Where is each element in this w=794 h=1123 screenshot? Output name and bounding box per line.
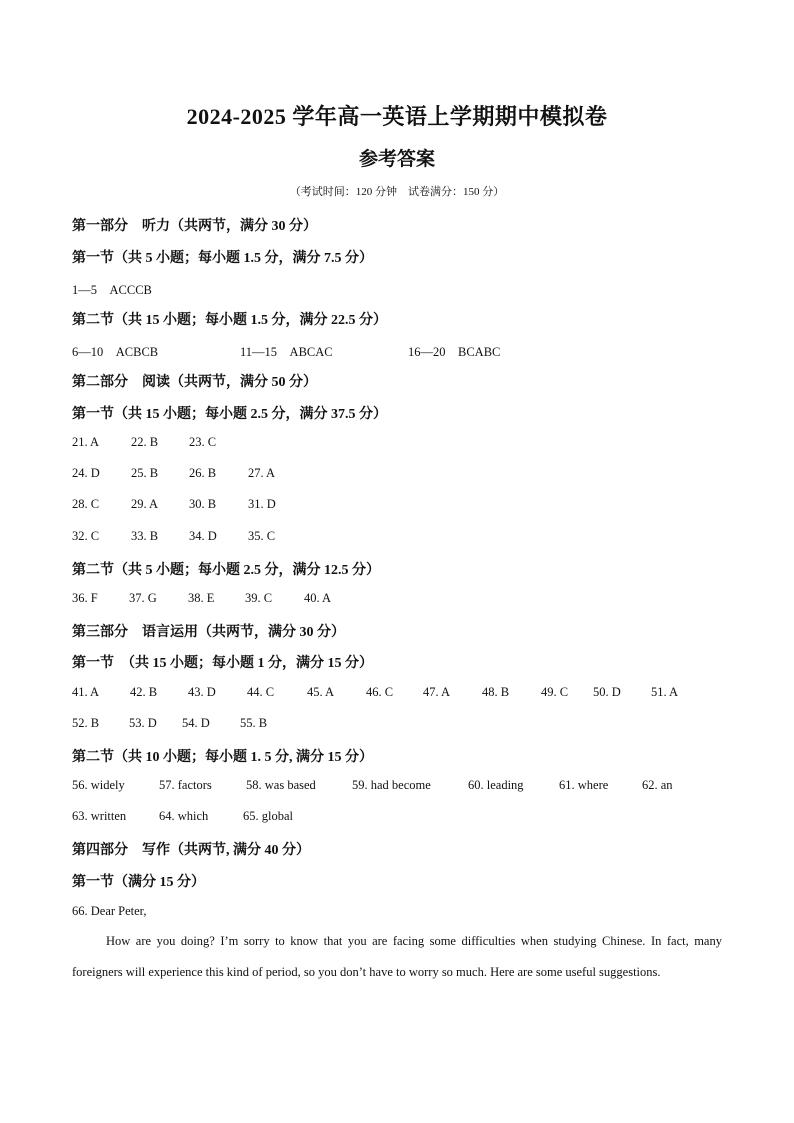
answer-item: 21. A: [72, 435, 100, 449]
answer-item: 30. B: [189, 497, 217, 511]
answer-group: 16—20 BCABC: [408, 345, 501, 359]
answer-item: 51. A: [651, 685, 679, 699]
answer-item: 42. B: [130, 685, 158, 699]
answer-item: 22. B: [131, 435, 159, 449]
answer-item: 38. E: [188, 591, 215, 605]
letter-body: [72, 926, 722, 988]
answer-item: 40. A: [304, 591, 332, 605]
answer-item: 35. C: [248, 529, 276, 543]
part3-section2-heading: 第二节（共 10 小题；每小题 1. 5 分, 满分 15 分）: [72, 750, 373, 765]
answer-item: 58. was based: [246, 778, 316, 792]
answer-item: 29. A: [131, 497, 159, 511]
part3-section1-heading: 第一节 （共 15 小题；每小题 1 分，满分 15 分）: [72, 656, 373, 671]
answer-item: 36. F: [72, 591, 98, 605]
part1-heading: 第一部分 听力（共两节，满分 30 分）: [72, 219, 317, 234]
answer-group: 11—15 ABCAC: [240, 345, 333, 359]
part3-section2-row-2: [72, 809, 722, 827]
part1-section2-heading: 第二节（共 15 小题；每小题 1.5 分，满分 22.5 分）: [72, 313, 387, 328]
answer-item: 62. an: [642, 778, 673, 792]
answer-item: 55. B: [240, 716, 268, 730]
letter-body-text: How are you doing? I’m sorry to know that you are facing some difficulties when studying Chinese. In fact, many foreigners will experience this kind of period, so you don’t have to worry so much. Here are some useful suggestions.: [72, 934, 722, 979]
part4-section1-heading: 第一节（满分 15 分）: [72, 875, 205, 890]
answer-item: 57. factors: [159, 778, 212, 792]
part3-section2-row-1: [72, 778, 722, 796]
answer-group: 6—10 ACBCB: [72, 345, 159, 359]
part3-heading: 第三部分 语言运用（共两节，满分 30 分）: [72, 625, 345, 640]
answer-item: 33. B: [131, 529, 159, 543]
answer-item: 49. C: [541, 685, 569, 699]
part2-row-2: [72, 466, 722, 484]
answer-item: 28. C: [72, 497, 100, 511]
answer-item: 56. widely: [72, 778, 125, 792]
answer-item: 53. D: [129, 716, 157, 730]
answer-item: 26. B: [189, 466, 217, 480]
part3-section1-row-2: [72, 716, 722, 734]
answer-item: 48. B: [482, 685, 510, 699]
answer-item: 34. D: [189, 529, 217, 543]
part1-section1-answers: [72, 280, 722, 298]
answer-item: 43. D: [188, 685, 216, 699]
part1-section1-heading: 第一节（共 5 小题；每小题 1.5 分，满分 7.5 分）: [72, 251, 373, 266]
answer-item: 52. B: [72, 716, 100, 730]
part2-row-4: [72, 529, 722, 547]
answer-item: 50. D: [593, 685, 621, 699]
answer-item: 61. where: [559, 778, 609, 792]
answer-item: 24. D: [72, 466, 100, 480]
answer-item: 31. D: [248, 497, 276, 511]
answer-item: 37. G: [129, 591, 157, 605]
answer-item: 60. leading: [468, 778, 524, 792]
answer-item: 23. C: [189, 435, 217, 449]
answer-item: 46. C: [366, 685, 394, 699]
answer-item: 27. A: [248, 466, 276, 480]
part3-section1-row-1: [72, 685, 722, 703]
part2-section2-answers: [72, 591, 722, 609]
doc-subtitle: 参考答案: [358, 149, 435, 170]
answer-item: 25. B: [131, 466, 159, 480]
exam-info: （考试时间：120 分钟 试卷满分：150 分）: [289, 186, 505, 198]
answer-item: 47. A: [423, 685, 451, 699]
answer-item: 65. global: [243, 809, 293, 823]
answer-group: 1—5 ACCCB: [72, 283, 152, 297]
answer-item: 54. D: [182, 716, 210, 730]
answer-item: 41. A: [72, 685, 100, 699]
part2-section1-heading: 第一节（共 15 小题；每小题 2.5 分，满分 37.5 分）: [72, 407, 387, 422]
part1-section2-answers: [72, 342, 722, 360]
part2-heading: 第二部分 阅读（共两节，满分 50 分）: [72, 375, 317, 390]
part2-section2-heading: 第二节（共 5 小题；每小题 2.5 分，满分 12.5 分）: [72, 563, 380, 578]
part4-heading: 第四部分 写作（共两节, 满分 40 分）: [72, 843, 310, 858]
doc-title: 2024-2025 学年高一英语上学期期中模拟卷: [186, 104, 608, 129]
answer-item: 45. A: [307, 685, 335, 699]
answer-item: 59. had become: [352, 778, 431, 792]
answer-item: 44. C: [247, 685, 275, 699]
answer-item: 63. written: [72, 809, 127, 823]
answer-item: 39. C: [245, 591, 273, 605]
part2-row-1: [72, 435, 722, 453]
answer-item: 32. C: [72, 529, 100, 543]
letter-greeting: 66. Dear Peter,: [72, 904, 147, 918]
part2-row-3: [72, 497, 722, 515]
answer-item: 64. which: [159, 809, 209, 823]
